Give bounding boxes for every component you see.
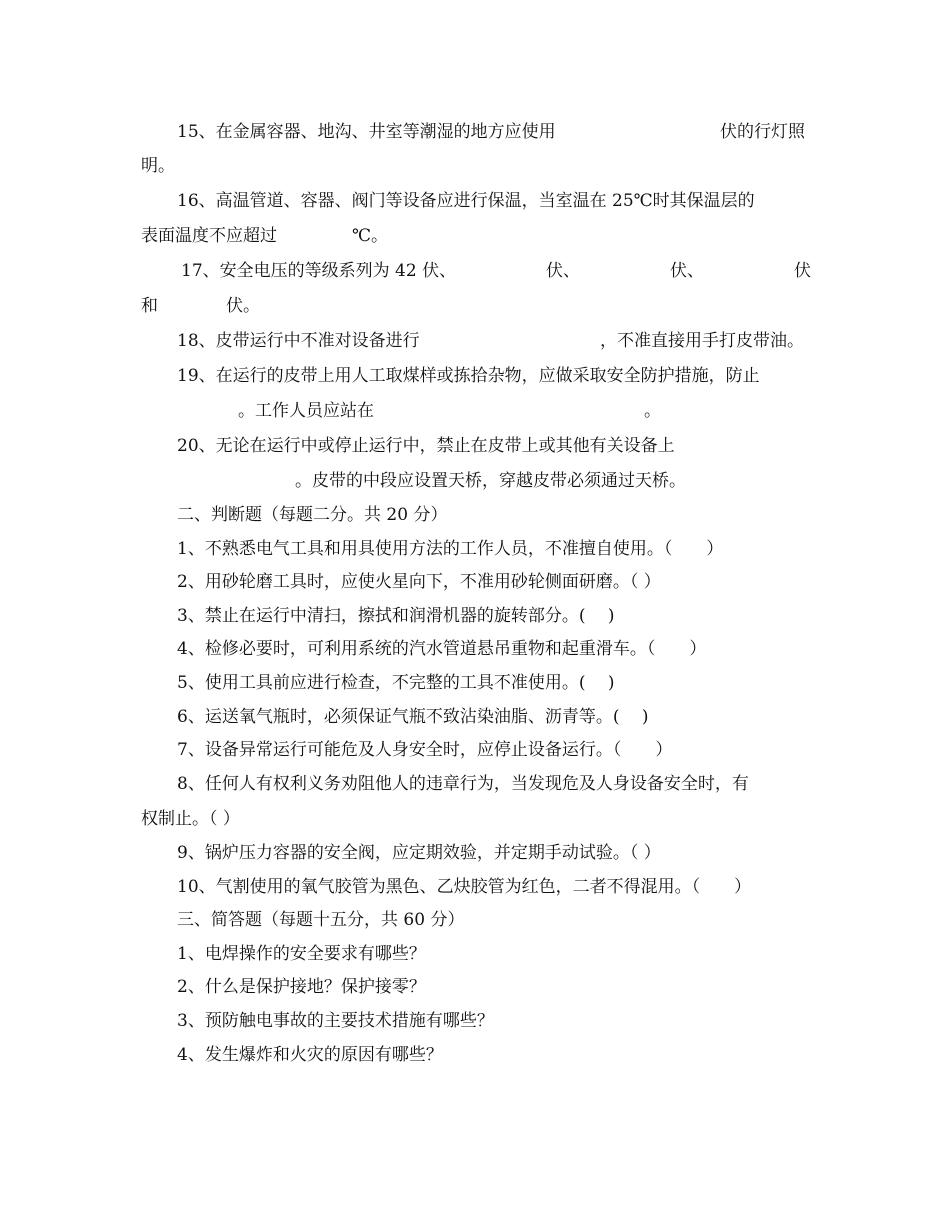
tf-item-9: 9、锅炉压力容器的安全阀，应定期效验，并定期手动试验。（ ） [177,843,661,863]
q19-line2-tail: 。 [644,401,661,421]
q16-line1: 16、高温管道、容器、阀门等设备应进行保温，当室温在 25℃时其保温层的 [177,191,755,211]
q18-line1-tail: ，不准直接用手打皮带油。 [600,331,804,351]
tf-item-1: 1、不熟悉电气工具和用具使用方法的工作人员，不准擅自使用。（ ） [177,539,724,559]
tf-item-8-line1: 8、任何人有权利义务劝阻他人的违章行为，当发现危及人身设备安全时，有 [177,774,749,794]
tf-item-8-line2: 权制止。（ ） [141,809,240,829]
q19-line2: 。工作人员应站在 [238,401,374,421]
sa-item-4: 4、发生爆炸和火灾的原因有哪些？ [177,1045,443,1065]
q15-line1-tail: 伏的行灯照 [720,122,805,142]
section2-heading: 二、判断题（每题二分。共 20 分） [177,505,448,525]
q19-line1: 19、在运行的皮带上用人工取煤样或拣拾杂物，应做采取安全防护措施，防止 [177,366,760,386]
tf-item-5: 5、使用工具前应进行检查，不完整的工具不准使用。( ) [177,673,615,693]
q15-line2: 明。 [141,156,175,176]
q20-line1: 20、无论在运行中或停止运行中，禁止在皮带上或其他有关设备上 [177,436,675,456]
sa-item-3: 3、预防触电事故的主要技术措施有哪些？ [177,1011,494,1031]
q17-line2-tail: 伏。 [226,296,260,316]
tf-item-10: 10、气割使用的氧气胶管为黑色、乙炔胶管为红色，二者不得混用。（ ） [177,877,752,897]
q16-line2: 表面温度不应超过 [141,226,277,246]
q17-line2-he: 和 [141,296,158,316]
q17-part-d: 伏 [793,261,811,281]
section3-heading: 三、简答题（每题十五分，共 60 分） [177,910,465,930]
q17-part-a: 17、安全电压的等级系列为 42 伏、 [181,261,457,281]
tf-item-3: 3、禁止在运行中清扫，擦拭和润滑机器的旋转部分。( ) [177,606,615,626]
sa-item-2: 2、什么是保护接地？保护接零？ [177,977,426,997]
q20-line2: 。皮带的中段应设置天桥，穿越皮带必须通过天桥。 [295,471,686,491]
q17-part-b: 伏、 [546,261,581,281]
tf-item-4: 4、检修必要时，可利用系统的汽水管道悬吊重物和起重滑车。（ ） [177,639,707,659]
q18-line1: 18、皮带运行中不准对设备进行 [177,331,420,351]
sa-item-1: 1、电焊操作的安全要求有哪些？ [177,944,426,964]
q15-line1: 15、在金属容器、地沟、井室等潮湿的地方应使用 [177,122,556,142]
q17-part-c: 伏、 [670,261,705,281]
q16-line2-tail: ℃。 [352,226,389,246]
q17-line1 [181,260,811,282]
tf-item-2: 2、用砂轮磨工具时，应使火星向下，不准用砂轮侧面研磨。（ ） [177,572,661,592]
tf-item-7: 7、设备异常运行可能危及人身安全时，应停止设备运行。（ ） [177,740,673,760]
tf-item-6: 6、运送氧气瓶时，必须保证气瓶不致沾染油脂、沥青等。( ) [177,707,649,727]
